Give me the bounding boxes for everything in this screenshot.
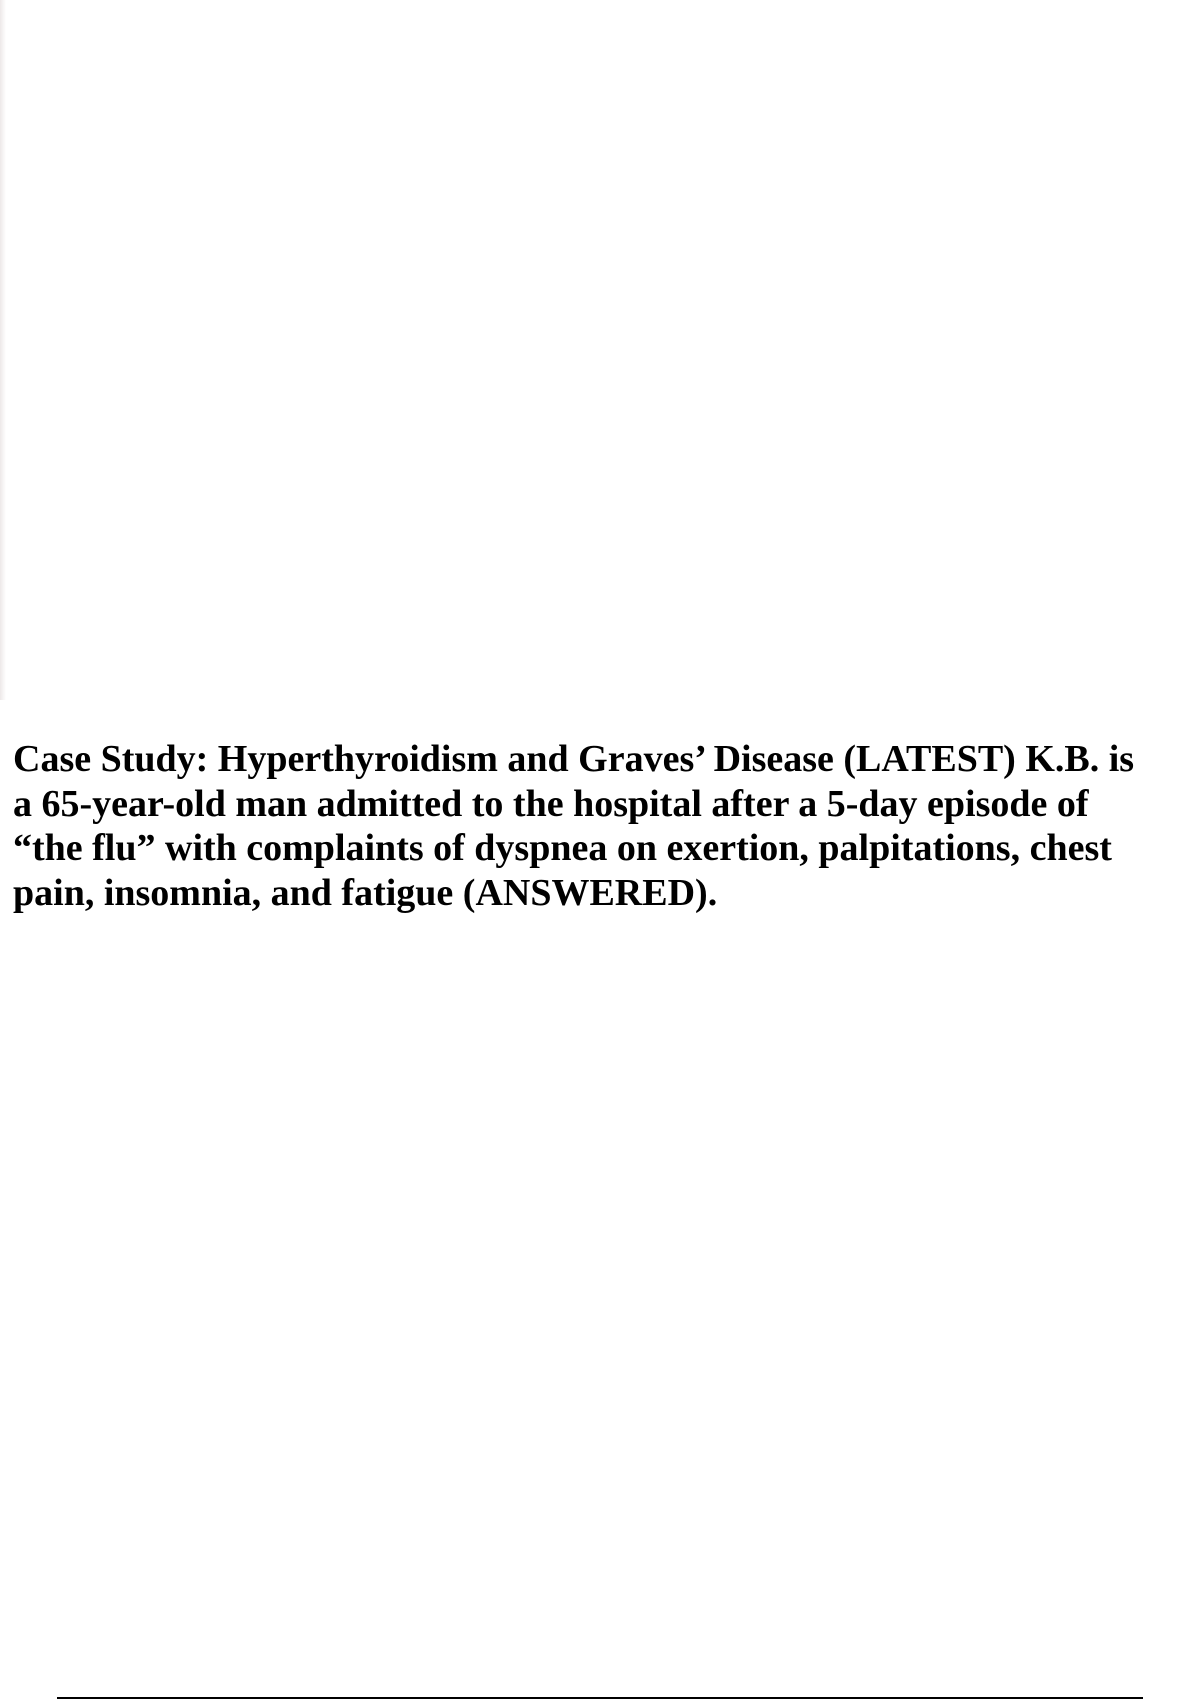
title-line-2: a 65-year-old man admitted to the hospital after a 5-day episode of [13,782,1089,825]
page-edge-shadow [0,0,6,700]
title-line-1: Case Study: Hyperthyroidism and Graves’ Disease (LATEST) K.B. is [13,738,1135,780]
document-title [13,737,1200,915]
title-line-3: “the flu” with complaints of dyspnea on exertion, palpitations, chest [13,827,1112,869]
footer-divider [57,1697,1143,1699]
title-line-4: pain, insomnia, and fatigue (ANSWERED). [13,871,718,914]
